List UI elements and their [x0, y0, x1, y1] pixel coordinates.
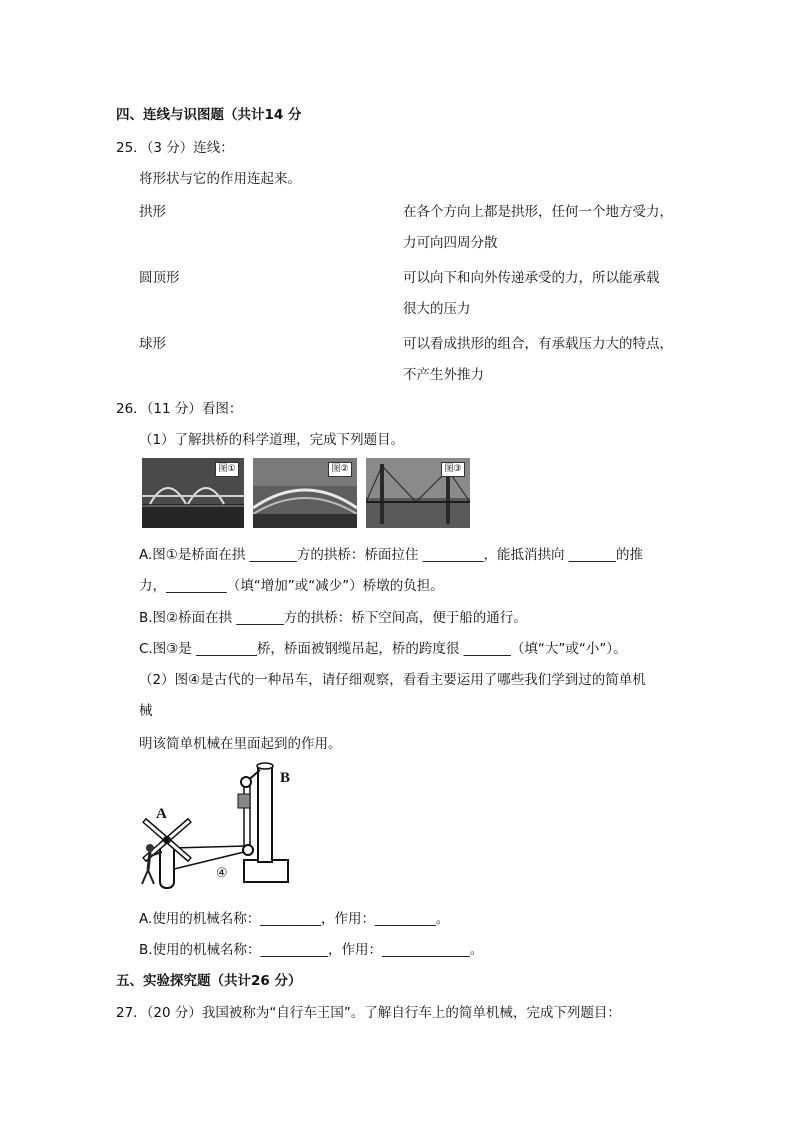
figure-label: 图① [215, 462, 239, 477]
bridge-figure-2 [253, 458, 357, 528]
q25-instruction: 将形状与它的作用连起来。 [139, 171, 301, 187]
bridge-figure-1 [142, 458, 244, 528]
q25-left-item: 圆顶形 [139, 270, 180, 286]
figure-label: 图② [328, 462, 352, 477]
q25-left-item: 球形 [139, 336, 166, 352]
q27-header: 27．（20 分）我国被称为“自行车王国”。了解自行车上的简单机械，完成下列题目： [116, 1005, 621, 1021]
q26-part2-cont2: 明该简单机械在里面起到的作用。 [139, 736, 342, 752]
crane-label-b: B [280, 770, 291, 786]
section4-title: 四、连线与识图题（共计14 分 [116, 107, 302, 123]
q26-line-a2: 力，_________（填“增加”或“减少”）桥墩的负担。 [139, 578, 444, 594]
q25-right-item-cont: 不产生外推力 [403, 367, 484, 383]
q25-header: 25．（3 分）连线： [116, 140, 234, 156]
q26-part1: （1）了解拱桥的科学道理，完成下列题目。 [139, 432, 405, 448]
q25-left-item: 拱形 [139, 204, 166, 220]
q26-header: 26．（11 分）看图： [116, 401, 243, 417]
q26-answer-b: B.使用的机械名称：__________，作用：_____________。 [139, 942, 484, 958]
q26-part2: （2）图④是古代的一种吊车，请仔细观察，看看主要运用了哪些我们学到过的简单机 [139, 672, 646, 688]
q26-part2-cont: 械 [139, 703, 153, 719]
q25-right-item-cont: 很大的压力 [403, 301, 471, 317]
q26-line-c: C.图③是 _________桥，桥面被钢缆吊起，桥的跨度很 _______（填“大”或“小”）。 [139, 641, 627, 657]
q25-right-item-cont: 力可向四周分散 [403, 235, 498, 251]
crane-figure [134, 760, 304, 890]
crane-label-4: ④ [216, 866, 228, 881]
crane-label-a: A [156, 806, 167, 822]
section5-title: 五、实验探究题（共计26 分） [116, 973, 302, 989]
q25-right-item: 可以看成拱形的组合，有承载压力大的特点， [403, 336, 673, 352]
q26-line-b: B.图②桥面在拱 _______方的拱桥：桥下空间高，便于船的通行。 [139, 610, 527, 626]
bridge-figure-3 [366, 458, 470, 528]
q26-answer-a: A.使用的机械名称：_________，作用：_________。 [139, 911, 450, 927]
q25-right-item: 在各个方向上都是拱形，任何一个地方受力， [403, 204, 673, 220]
q26-line-a1: A.图①是桥面在拱 _______方的拱桥：桥面拉住 _________，能抵消拱向 _______的推 [139, 547, 644, 563]
q25-right-item: 可以向下和向外传递承受的力，所以能承载 [403, 270, 660, 286]
figure-label: 图③ [441, 462, 465, 477]
